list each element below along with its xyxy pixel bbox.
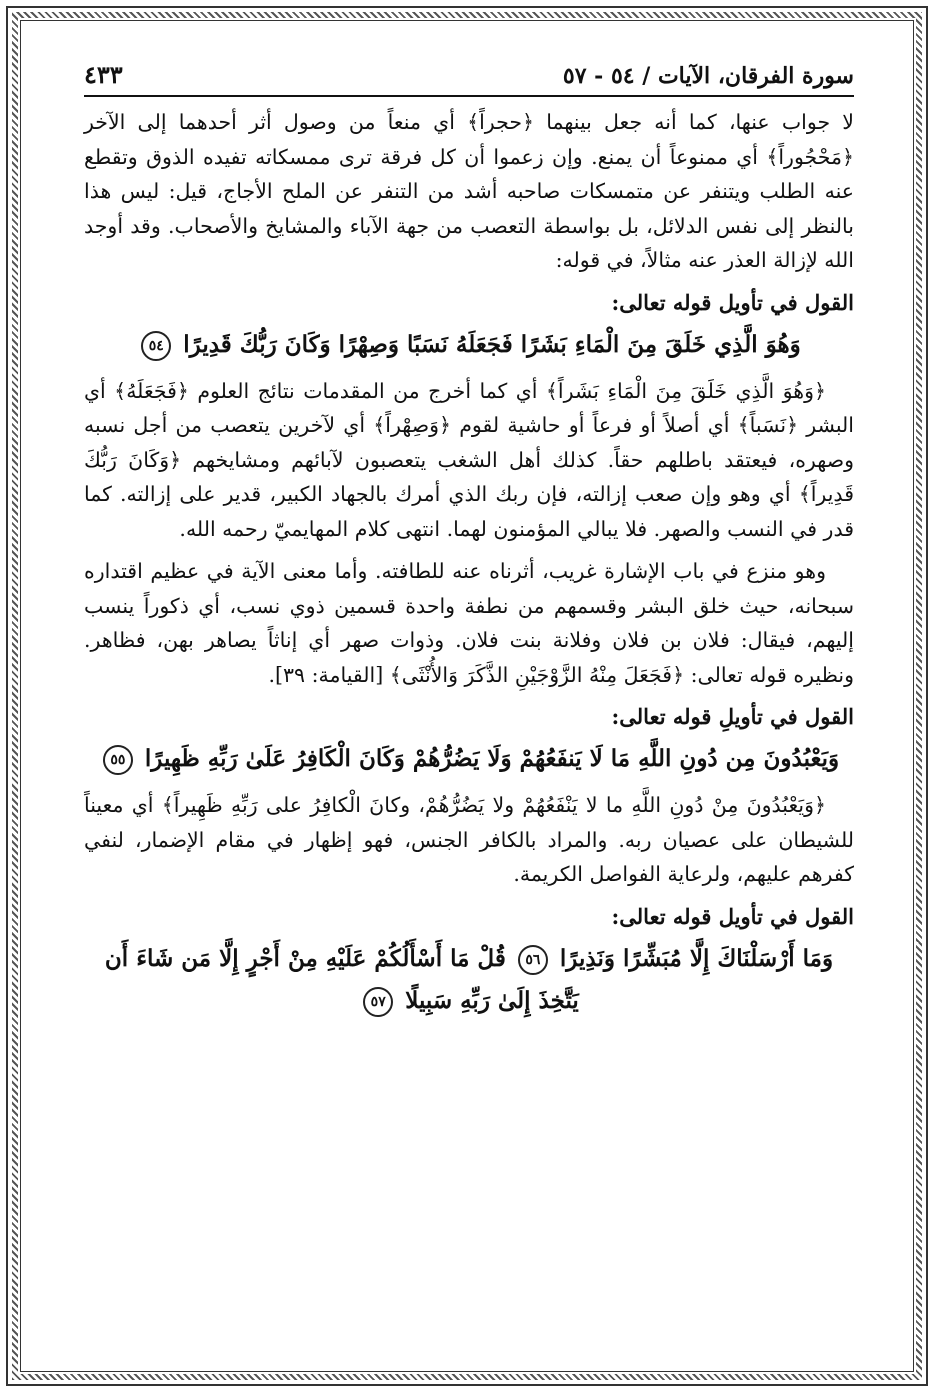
verse-text: وَهُوَ الَّذِي خَلَقَ مِنَ الْمَاءِ بَشَرًا فَجَعَلَهُ نَسَبًا وَصِهْرًا وَكَانَ رَبُّكَ قَدِيرًا	[183, 330, 801, 358]
verse-number-marker: ٥٤	[141, 331, 171, 361]
verse-text: قُلْ مَا أَسْأَلُكُمْ عَلَيْهِ مِنْ أَجْرٍ إِلَّا مَن شَاءَ أَن يَتَّخِذَ إِلَىٰ رَبِّهِ سَبِيلًا	[104, 944, 579, 1014]
verse-number-marker: ٥٦	[518, 945, 548, 975]
paragraph-intro: لا جواب عنها، كما أنه جعل بينهما ﴿حجراً﴾ أي منعاً من وصول أثر أحدهما إلى الآخر ﴿مَحْجُوراً﴾ أي ممنوعاً أن يمنع. وإن زعموا أن كل فرقة ترى ممسكاته تفيده الذوق وتقطع عنه الطلب ويتنفر عن متمسكات صاحبه أشد من التنفر عن الملح الأجاج، قيل: ليس هذا بالنظر إلى نفس الدلائل، بل بواسطة التعصب من جهة الآباء والمشايخ والأصحاب. وقد أوجد الله لإزالة العذر عنه مثالاً، في قوله:	[84, 110, 854, 272]
verse-number-marker: ٥٧	[363, 987, 393, 1017]
verse-number-marker: ٥٥	[103, 745, 133, 775]
section-heading-1: القول في تأويل قوله تعالى:	[611, 289, 854, 315]
section-heading-3: القول في تأويل قوله تعالى:	[611, 903, 854, 929]
quran-verse-54	[84, 324, 854, 366]
page-number: ٤٣٣	[84, 60, 123, 89]
commentary-paragraph: ﴿وَهُوَ الَّذِي خَلَقَ مِنَ الْمَاءِ بَشَراً﴾ أي كما أخرج من المقدمات نتائج العلوم ﴿فَجَعَلَهُ﴾ أي البشر ﴿نَسَباً﴾ أي أصلاً أو فرعاً أو حاشية لقوم ﴿وَصِهْراً﴾ أي لآخرين يتعصب من أجل نسبه وصهره، فيعتقد باطلهم حقاً. كذلك أهل الشغب يتعصبون لآبائهم ومشايخهم ﴿وَكَانَ رَبُّكَ قَدِيراً﴾ أي وهو وإن صعب إزالته، فإن ربك الذي أمرك بالجهاد الكبير، قدير على إزالته. كما قدر في النسب والصهر. فلا يبالي المؤمنون لهما. انتهى كلام المهايميّ رحمه الله.	[84, 378, 854, 541]
verse-text: وَمَا أَرْسَلْنَاكَ إِلَّا مُبَشِّرًا وَنَذِيرًا	[559, 944, 834, 972]
surah-title: سورة الفرقان، الآيات / ٥٤ - ٥٧	[562, 63, 854, 89]
verse-text: وَيَعْبُدُونَ مِن دُونِ اللَّهِ مَا لَا يَنفَعُهُمْ وَلَا يَضُرُّهُمْ وَكَانَ الْكَافِرُ عَلَىٰ رَبِّهِ ظَهِيرًا	[144, 745, 840, 772]
commentary-paragraph: ﴿وَيَعْبُدُونَ مِنْ دُونِ اللَّهِ ما لا يَنْفَعُهُمْ ولا يَضُرُّهُمْ، وكانَ الْكافِرُ على رَبِّهِ ظَهِيراً﴾ أي معيناً للشيطان على عصيان ربه. والمراد بالكافر الجنس، فهو إظهار في مقام الإضمار، لنفي كفرهم عليهم، ولرعاية الفواصل الكريمة.	[84, 793, 854, 886]
quran-verse-56-57	[84, 938, 854, 1022]
quran-verse-55	[84, 738, 854, 780]
section-heading-2: القول في تأويلِ قوله تعالى:	[611, 704, 854, 729]
running-header	[84, 60, 854, 97]
book-page	[84, 60, 854, 1330]
commentary-paragraph: وهو منزع في باب الإشارة غريب، أثرناه عنه للطافته. وأما معنى الآية في عظيم اقتداره سبحانه، حيث خلق البشر وقسمهم من نطفة واحدة قسمين ذوي نسب، أي ذكوراً ينسب إليهم، فيقال: فلان بن فلان وفلانة بنت فلان. وذوات صهر أي إناثاً يصاهر بهن، فظاهر. ونظيره قوله تعالى: ﴿فَجَعَلَ مِنْهُ الزَّوْجَيْنِ الذَّكَرَ وَالأُنْثَى﴾ [القيامة: ٣٩].	[84, 559, 854, 687]
